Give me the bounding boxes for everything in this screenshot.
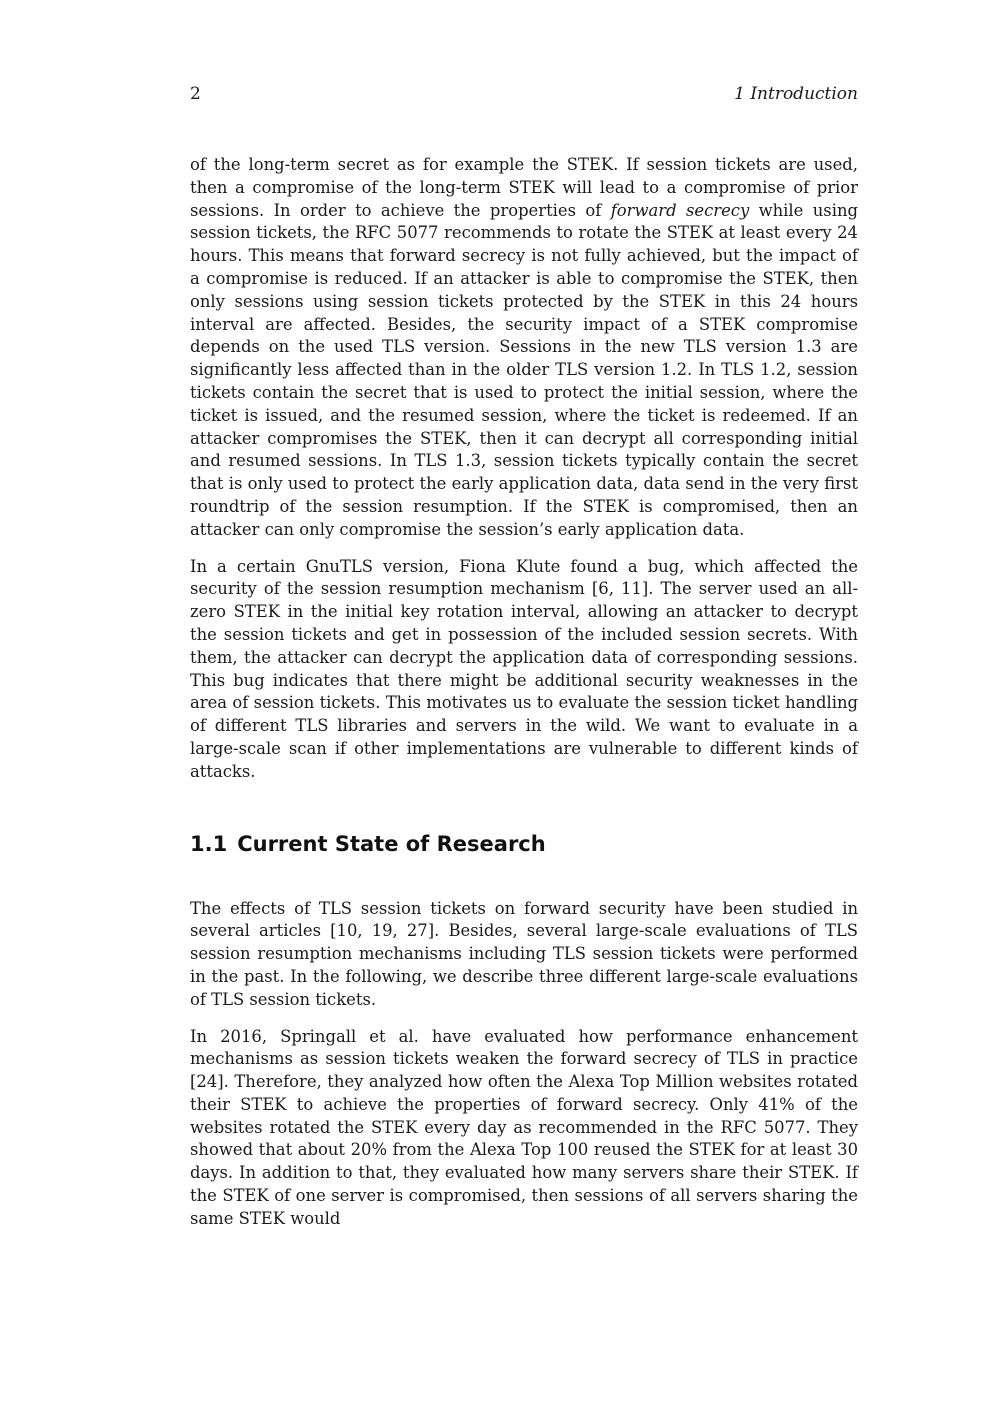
section-number: 1.1 [190,831,228,856]
forward-secrecy-term: forward secrecy [610,200,750,220]
document-page [190,82,858,1245]
section-paragraph-1: The effects of TLS session tickets on forward security have been studied in several articles [10, 19, 27]. Besides, several large-scale evaluations of TLS session resumption mechanisms including TLS session tickets were performed in the past. In the following, we describe three different large-scale evaluations of TLS session tickets. [190,898,858,1009]
section-paragraph-2: In 2016, Springall et al. have evaluated how performance enhancement mechanisms as session tickets weaken the forward secrecy of TLS in practice [24]. Therefore, they analyzed how often the Alexa Top Million websites rotated their STEK to achieve the properties of forward secrecy. Only 41% of the websites rotated the STEK every day as recommended in the RFC 5077. They showed that about 20% from the Alexa Top 100 reused the STEK for at least 30 days. In addition to that, they evaluated how many servers share their STEK. If the STEK of one server is compromised, then sessions of all servers sharing the same STEK would [190,1026,858,1228]
intro-p1-text-a: of the long-term secret as for example the STEK. If session tickets are used, then a compromise of the long-term STEK will lead to a compromise of prior sessions. In order to achieve the properties of [190,155,858,220]
section-heading [190,830,858,858]
intro-p1-text-b: while using session tickets, the RFC 5077 recommends to rotate the STEK at least every 24 hours. This means that forward secrecy is not fully achieved, but the impact of a compromise is reduced. If an attacker is able to compromise the STEK, then only sessions using session tickets protected by the STEK in this 24 hours interval are affected. Besides, the security impact of a STEK compromise depends on the used TLS version. Sessions in the new TLS version 1.3 are significantly less affected than in the older TLS version 1.2. In TLS 1.2, session tickets contain the secret that is used to protect the initial session, where the ticket is issued, and the resumed session, where the ticket is redeemed. If an attacker compromises the STEK, then it can decrypt all corresponding initial and resumed sessions. In TLS 1.3, session tickets typically contain the secret that is only used to protect the early application data, data send in the very first roundtrip of the session resumption. If the STEK is compromised, then an attacker can only compromise the session’s early application data. [190,200,858,539]
chapter-title: 1 Introduction [734,84,858,104]
section-title: Current State of Research [237,831,546,856]
intro-paragraph-2: In a certain GnuTLS version, Fiona Klute found a bug, which affected the security of the session resumption mechanism [6, 11]. The server used an all-zero STEK in the initial key rotation interval, allowing an attacker to decrypt the session tickets and get in possession of the included session secrets. With them, the attacker can decrypt the application data of corresponding sessions. This bug indicates that there might be additional security weaknesses in the area of session tickets. This motivates us to evaluate the session ticket handling of different TLS libraries and servers in the wild. We want to evaluate in a large-scale scan if other implementations are vulnerable to different kinds of attacks. [190,556,858,781]
intro-paragraph-1 [190,154,858,542]
page-number: 2 [190,84,201,104]
running-header [190,82,858,106]
